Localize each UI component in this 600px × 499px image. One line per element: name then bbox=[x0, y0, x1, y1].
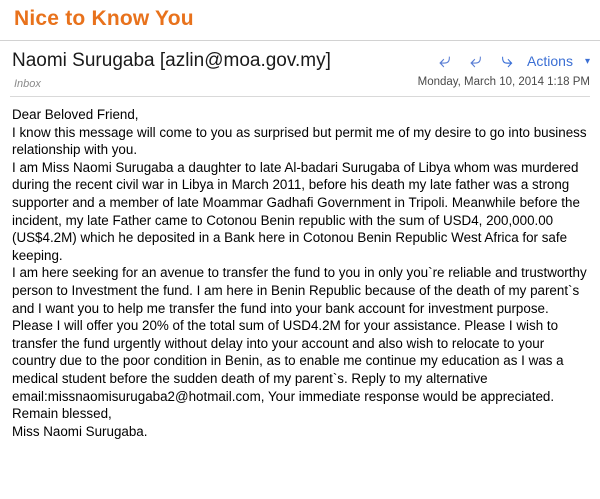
forward-arrow-icon[interactable]: ⤷ bbox=[501, 49, 513, 72]
message-date: Monday, March 10, 2014 1:18 PM bbox=[417, 76, 590, 88]
email-subject: Nice to Know You bbox=[14, 7, 194, 30]
body-paragraph: Miss Naomi Surugaba. bbox=[12, 423, 148, 439]
message-actions bbox=[434, 49, 592, 70]
reply-arrow-icon[interactable]: ⤶ bbox=[439, 49, 451, 72]
sender-block bbox=[12, 49, 434, 90]
message-body bbox=[0, 97, 600, 440]
sender-name-address: Naomi Surugaba [azlin@moa.gov.my] bbox=[12, 50, 331, 71]
body-paragraph: I am Miss Naomi Surugaba a daughter to late Al-badari Surugaba of Libya whom was murdered during the recent civil war in Libya in March 2011, before his death my late father was a strong supporter and a member of late Moammar Gadhafi Government in Tripoli. Meanwhile before the incident, my late Father came to Cotonou Benin republic with the sum of USD4, 200,000.00 (US$4.2M) which he deposited in a Bank here in Cotonou Benin Republic West Africa for safe keeping. bbox=[12, 159, 580, 263]
body-paragraph: I am here seeking for an avenue to transfer the fund to you in only you`re reliable and trustworthy person to Investment the fund. I am here in Benin Republic because of the death of my parent`s and I want you to help me transfer the fund into your bank account for investment purpose. bbox=[12, 265, 587, 316]
body-paragraph: Please I will offer you 20% of the total sum of USD4.2M for your assistance. Please I wish to transfer the fund urgently without delay into your account and also wish to relocate to your country due to the poor condition in Benin, as to enable me continue my education as I was a medical student before the sudden death of my parent`s. Reply to my alternative email:missnaomisurugaba2@hotmail.com, Your immediate response would be appreciated. bbox=[12, 318, 564, 404]
mailbox-label: Inbox bbox=[14, 78, 41, 90]
actions-menu-button[interactable]: Actions bbox=[527, 53, 573, 69]
subject-bar bbox=[0, 0, 600, 38]
body-paragraph: Remain blessed, bbox=[12, 406, 112, 422]
body-paragraph: Dear Beloved Friend, bbox=[12, 107, 139, 122]
body-paragraph: I know this message will come to you as surprised but permit me of my desire to go into business relationship with you. bbox=[12, 124, 587, 158]
chevron-down-icon[interactable]: ▾ bbox=[584, 55, 590, 67]
reply-all-arrow-icon[interactable]: ⤶ bbox=[470, 49, 482, 72]
